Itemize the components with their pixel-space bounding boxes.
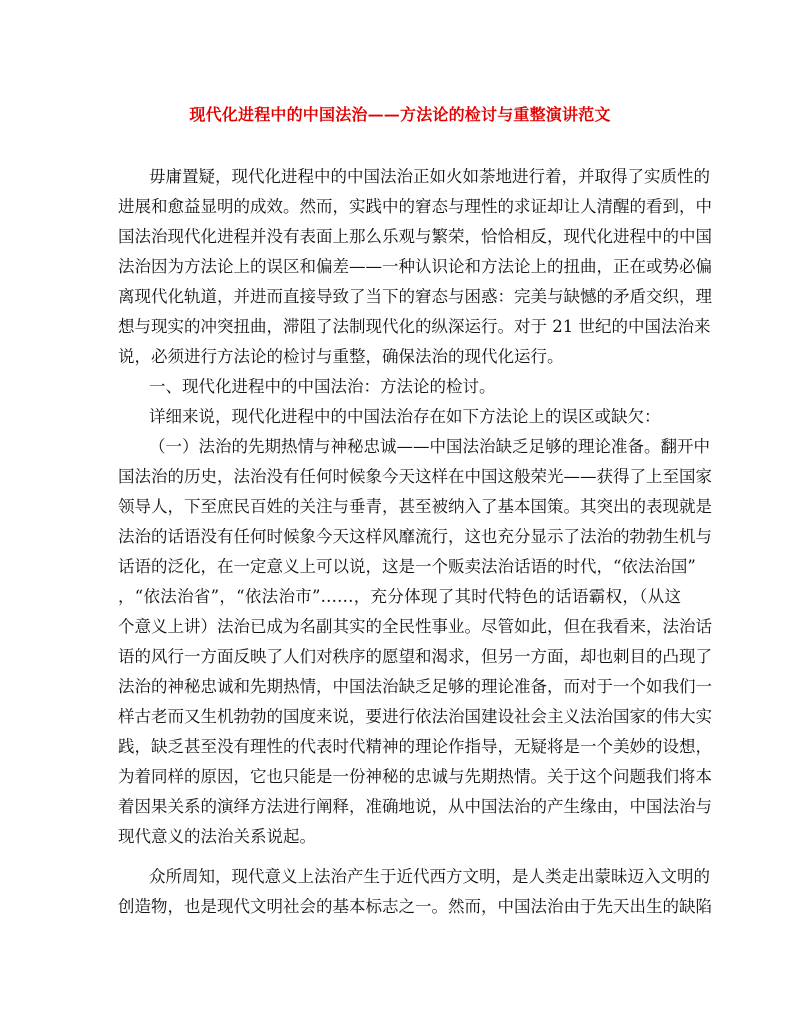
body-line: 语的风行一方面反映了人们对秩序的愿望和渴求，但另一方面，却也刺目的凸现了 — [118, 647, 712, 666]
body-line: （一）法治的先期热情与神秘忠诚——中国法治缺乏足够的理论准备。翻开中 — [149, 437, 710, 456]
body-line: ，“依法治省”，“依法治市”……，充分体现了其时代特色的话语霸权，（从这 — [118, 587, 681, 606]
body-line: 想与现实的冲突扭曲，滞阻了法制现代化的纵深运行。对于 21 世纪的中国法治来 — [118, 317, 711, 336]
body-line: 说，必须进行方法论的检讨与重整，确保法治的现代化运行。 — [118, 347, 564, 366]
body-line: 法治的话语没有任何时候象今天这样风靡流行，这也充分显示了法治的勃勃生机与 — [118, 527, 712, 546]
document-title: 现代化进程中的中国法治——方法论的检讨与重整演讲范文 — [189, 105, 611, 124]
body-line: 创造物，也是现代文明社会的基本标志之一。然而，中国法治由于先天出生的缺陷 — [118, 897, 712, 916]
body-line: 详细来说，现代化进程中的中国法治存在如下方法论上的误区或缺欠： — [149, 407, 661, 426]
body-line: 领导人，下至庶民百姓的关注与垂青，甚至被纳入了基本国策。其突出的表现就是 — [118, 497, 712, 516]
section-heading: 一、现代化进程中的中国法治：方法论的检讨。 — [149, 377, 496, 396]
body-line: 为着同样的原因，它也只能是一份神秘的忠诚与先期热情。关于这个问题我们将本 — [118, 767, 712, 786]
body-line: 话语的泛化，在一定意义上可以说，这是一个贩卖法治话语的时代，“依法治国” — [118, 557, 696, 576]
body-line: 众所周知，现代意义上法治产生于近代西方文明，是人类走出蒙昧迈入文明的 — [149, 867, 710, 886]
body-line: 国法治现代化进程并没有表面上那么乐观与繁荣，恰恰相反，现代化进程中的中国 — [118, 227, 712, 246]
body-line: 个意义上讲）法治已成为名副其实的全民性事业。尽管如此，但在我看来，法治话 — [118, 617, 712, 636]
body-line: 践，缺乏甚至没有理性的代表时代精神的理论作指导，无疑将是一个美妙的设想， — [118, 737, 712, 756]
body-line: 样古老而又生机勃勃的国度来说，要进行依法治国建设社会主义法治国家的伟大实 — [118, 707, 712, 726]
body-line: 离现代化轨道，并进而直接导致了当下的窘态与困惑：完美与缺憾的矛盾交织，理 — [118, 287, 712, 306]
body-line: 毋庸置疑，现代化进程中的中国法治正如火如荼地进行着，并取得了实质性的 — [149, 167, 710, 186]
body-line: 现代意义的法治关系说起。 — [118, 827, 316, 846]
body-line: 进展和愈益显明的成效。然而，实践中的窘态与理性的求证却让人清醒的看到，中 — [118, 197, 712, 216]
body-line: 法治的神秘忠诚和先期热情，中国法治缺乏足够的理论准备，而对于一个如我们一 — [118, 677, 712, 696]
body-line: 法治因为方法论上的误区和偏差——一种认识论和方法论上的扭曲，正在或势必偏 — [118, 257, 712, 276]
body-line: 着因果关系的演绎方法进行阐释，准确地说，从中国法治的产生缘由，中国法治与 — [118, 797, 712, 816]
body-line: 国法治的历史，法治没有任何时候象今天这样在中国这般荣光——获得了上至国家 — [118, 467, 712, 486]
